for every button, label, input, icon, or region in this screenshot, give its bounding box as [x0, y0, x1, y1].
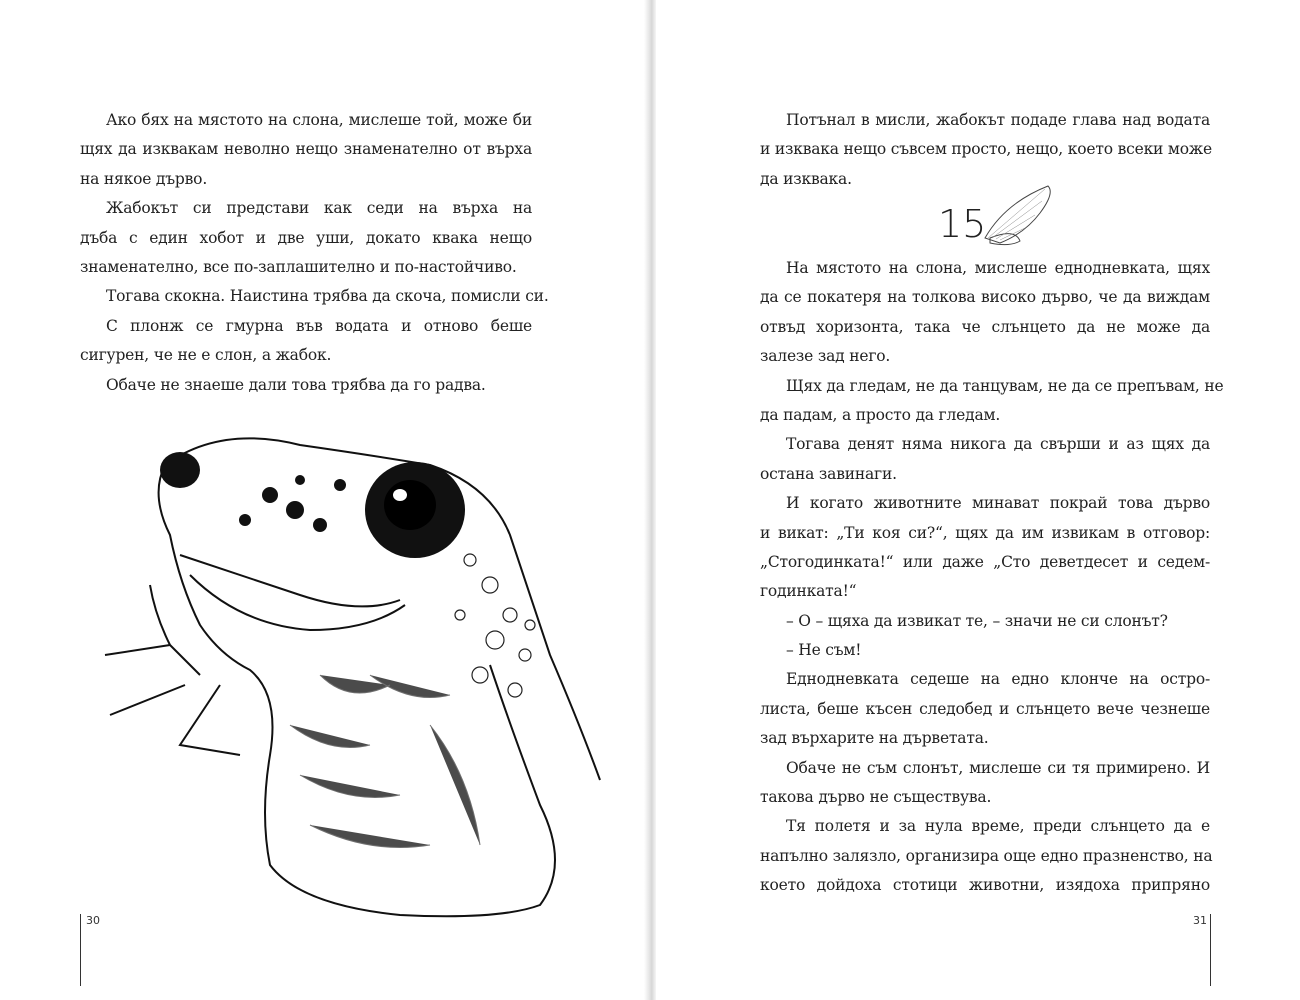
text-line: листа, беше късен следобед и слънцето вече чезнеше — [760, 699, 1210, 718]
text-line: залезе зад него. — [760, 347, 891, 366]
text-line: отвъд хоризонта, така че слънцето да не може да — [760, 317, 1210, 336]
page-number-right: 31 — [1193, 914, 1207, 927]
mayfly-wing-icon — [980, 183, 1055, 248]
page-number-left: 30 — [86, 914, 100, 927]
text-line: „Стогодинката!“ или даже „Сто деветдесет и седем- — [760, 552, 1210, 571]
text-line: Тя полетя и за нула време, преди слънцето да е — [786, 817, 1210, 836]
folio-rule-left — [80, 914, 81, 986]
text-line: годинката!“ — [760, 582, 857, 601]
text-line: и викат: „Ти коя си?“, щях да им извикам в отговор: — [760, 523, 1210, 542]
text-line: Обаче не съм слонът, мислеше си тя примирено. И — [786, 758, 1210, 777]
text-line: такова дърво не съществува. — [760, 788, 992, 807]
text-line: Обаче не знаеше дали това трябва да го радва. — [106, 375, 486, 394]
text-line: напълно залязло, организира още едно празненство, на — [760, 846, 1213, 865]
frog-illustration — [70, 425, 610, 925]
text-line: остана завинаги. — [760, 464, 897, 483]
text-line: – Не съм! — [786, 641, 862, 660]
left-page-text — [80, 106, 549, 400]
folio-rule-right — [1210, 914, 1211, 986]
text-line: Тогава скокна. Наистина трябва да скоча, помисли си. — [106, 287, 549, 306]
text-line: щях да изквакам неволно нещо знаменателно от върха — [80, 140, 532, 159]
text-line: Еднодневката седеше на едно клонче на остро- — [786, 670, 1210, 689]
text-line: и изквака нещо съвсем просто, нещо, което всеки може — [760, 140, 1212, 159]
text-line: С плонж се гмурна във водата и отново беше — [106, 316, 532, 335]
text-line: Щях да гледам, не да танцувам, не да се препъвам, не — [786, 376, 1224, 395]
text-line: Ако бях на мястото на слона, мислеше той, може би — [106, 111, 532, 129]
text-line: дъба с един хобот и две уши, докато квака нещо — [80, 228, 532, 247]
text-line: да изквака. — [760, 169, 852, 188]
text-line: И когато животните минават покрай това дърво — [786, 494, 1210, 513]
text-line: На мястото на слона, мислеше еднодневката, щях — [786, 259, 1210, 277]
right-page-text — [760, 254, 1224, 901]
text-line: зад върхарите на дърветата. — [760, 729, 989, 748]
chapter-number: 15 — [938, 202, 987, 246]
text-line: – О – щяха да извикат те, – значи не си слонът? — [786, 611, 1168, 630]
text-line: което дойдоха стотици животни, изядоха припряно — [760, 876, 1210, 895]
text-line: да падам, а просто да гледам. — [760, 405, 1001, 424]
text-line: Жабокът си представи как седи на върха на — [106, 199, 532, 218]
text-line: знаменателно, все по-заплашително и по-настойчиво. — [80, 257, 517, 276]
text-line: на някое дърво. — [80, 169, 208, 188]
text-line: да се покатеря на толкова високо дърво, че да виждам — [760, 288, 1210, 307]
text-line: сигурен, че не е слон, а жабок. — [80, 346, 332, 365]
text-line: Потънал в мисли, жабокът подаде глава над водата — [786, 111, 1210, 129]
text-line: Тогава денят няма никога да свърши и аз щях да — [786, 435, 1210, 454]
right-page-intro-text — [760, 106, 1210, 194]
